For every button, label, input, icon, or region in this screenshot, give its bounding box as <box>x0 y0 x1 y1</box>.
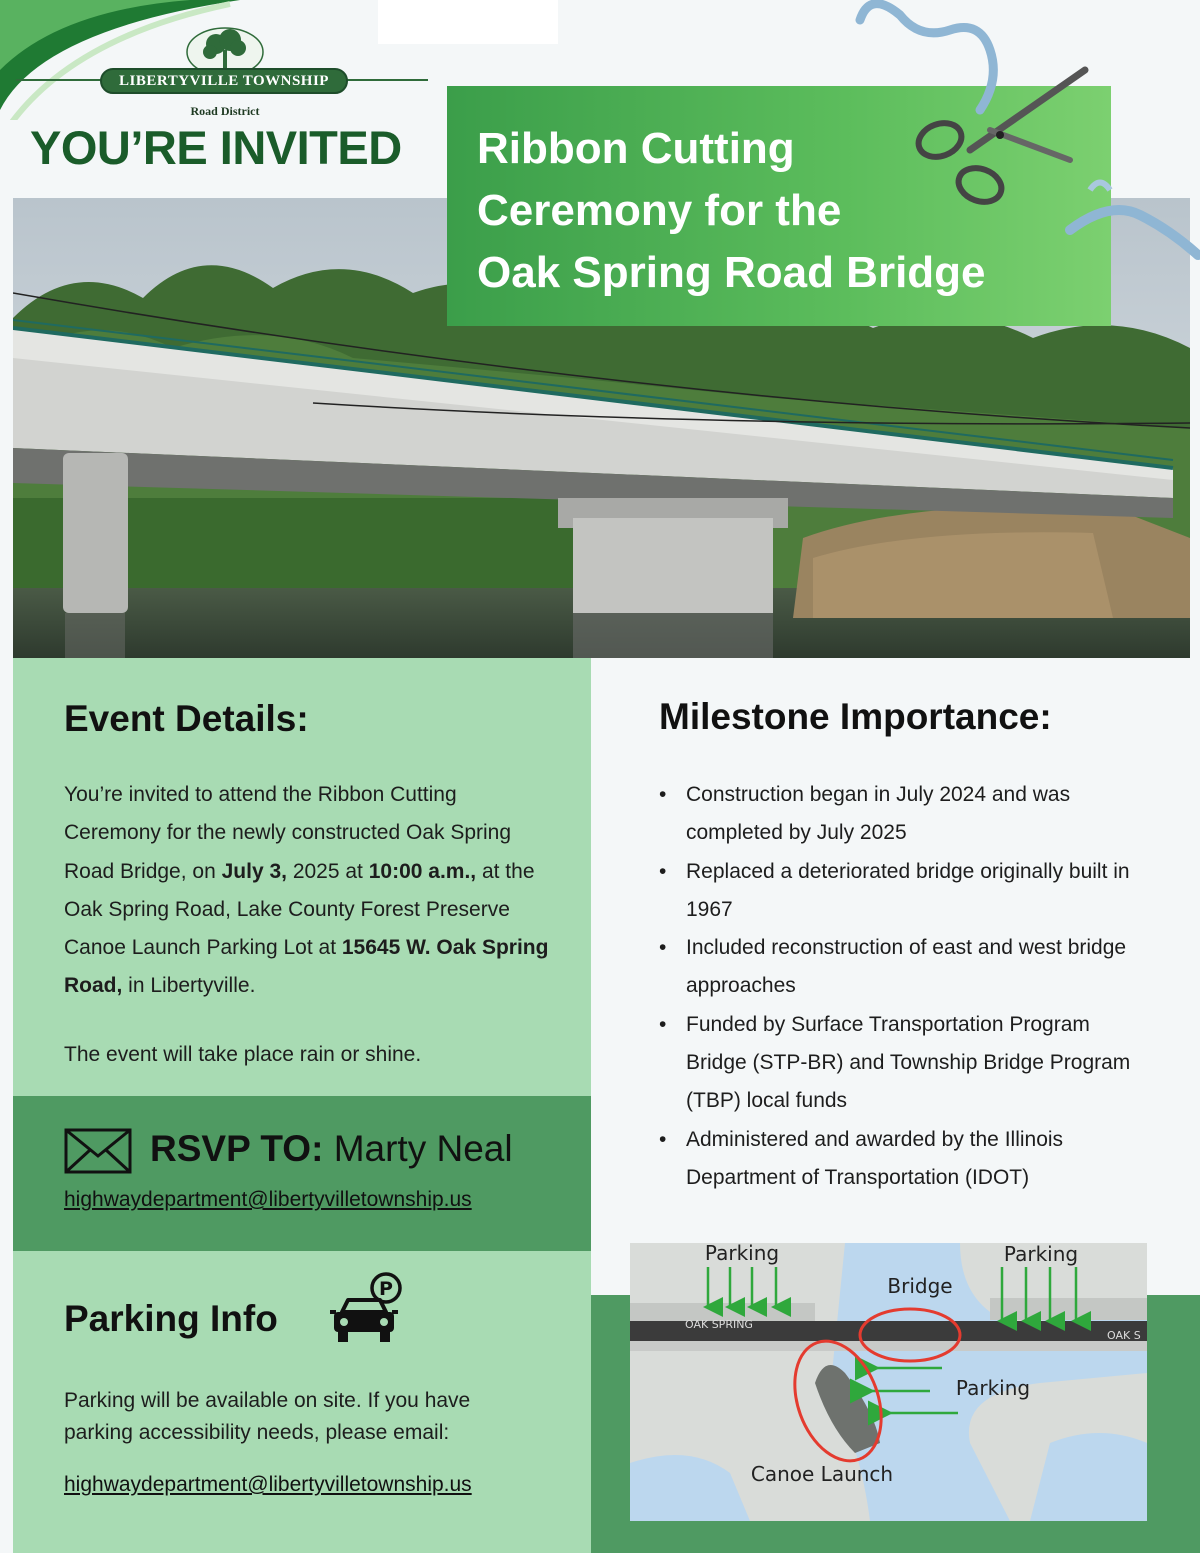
rain-or-shine-text: The event will take place rain or shine. <box>64 1043 422 1066</box>
list-item: • Funded by Surface Transportation Program Bridge (STP-BR) and Township Bridge Program (TBP) local funds <box>659 1006 1139 1121</box>
event-text-segment: at the Oak Spring Road, Lake County Forest Preserve Canoe Launch Parking Lot at <box>64 859 535 960</box>
event-text-segment: 2025 at <box>286 859 369 883</box>
invited-heading: YOU’RE INVITED <box>30 121 402 174</box>
blank-area <box>378 0 558 44</box>
parking-email-link[interactable]: highwaydepartment@libertyvilletownship.us <box>64 1473 472 1496</box>
list-item: • Replaced a deteriorated bridge originally built in 1967 <box>659 853 1139 930</box>
title-line: Oak Spring Road Bridge <box>477 248 986 297</box>
logo-subtitle: Road District <box>190 104 260 118</box>
parking-car-icon <box>328 1272 404 1348</box>
rsvp-email-link[interactable]: highwaydepartment@libertyvilletownship.us <box>64 1188 472 1211</box>
parking-heading: Parking Info <box>64 1298 278 1339</box>
event-date: July 3, <box>221 859 287 883</box>
title-line: Ceremony for the <box>477 186 842 235</box>
event-text-segment: in Libertyville. <box>122 974 256 998</box>
logo-banner: LIBERTYVILLE TOWNSHIP <box>100 68 348 94</box>
map-bridge-label: Bridge <box>887 1274 953 1298</box>
list-item: • Included reconstruction of east and west bridge approaches <box>659 929 1139 1006</box>
event-details-heading: Event Details: <box>64 698 309 739</box>
event-details-text <box>64 776 554 1006</box>
map-canoe-label: Canoe Launch <box>750 1462 894 1486</box>
tree-logo-icon <box>186 26 264 72</box>
site-map <box>630 1243 1147 1521</box>
map-parking-label: Parking <box>955 1376 1031 1400</box>
title-line: Ribbon Cutting <box>477 124 795 173</box>
map-parking-label: Parking <box>1003 1243 1079 1266</box>
parking-text: Parking will be available on site. If you have parking accessibility needs, please email: <box>64 1389 471 1444</box>
map-road-label: OAK S <box>1107 1329 1141 1342</box>
envelope-icon <box>64 1128 132 1174</box>
rsvp-line <box>150 1128 513 1170</box>
milestone-heading: Milestone Importance: <box>659 696 1052 737</box>
scissors-ribbon-icon <box>840 0 1200 280</box>
rsvp-label: RSVP TO: <box>150 1128 324 1169</box>
svg-text:P: P <box>379 1278 393 1300</box>
event-time: 10:00 a.m., <box>368 859 477 883</box>
event-address: 15645 W. Oak Spring Road, <box>64 936 549 998</box>
map-parking-label: Parking <box>704 1243 780 1265</box>
list-item: • Construction began in July 2024 and was completed by July 2025 <box>659 776 1139 853</box>
event-text-segment: You’re invited to attend the Ribbon Cutting Ceremony for the newly constructed Oak Spring Road Bridge, on <box>64 783 512 883</box>
milestone-list <box>659 776 1139 1197</box>
list-item: • Administered and awarded by the Illinois Department of Transportation (IDOT) <box>659 1121 1139 1198</box>
rsvp-name: Marty Neal <box>333 1128 513 1169</box>
map-road-label: OAK SPRING <box>685 1318 753 1331</box>
